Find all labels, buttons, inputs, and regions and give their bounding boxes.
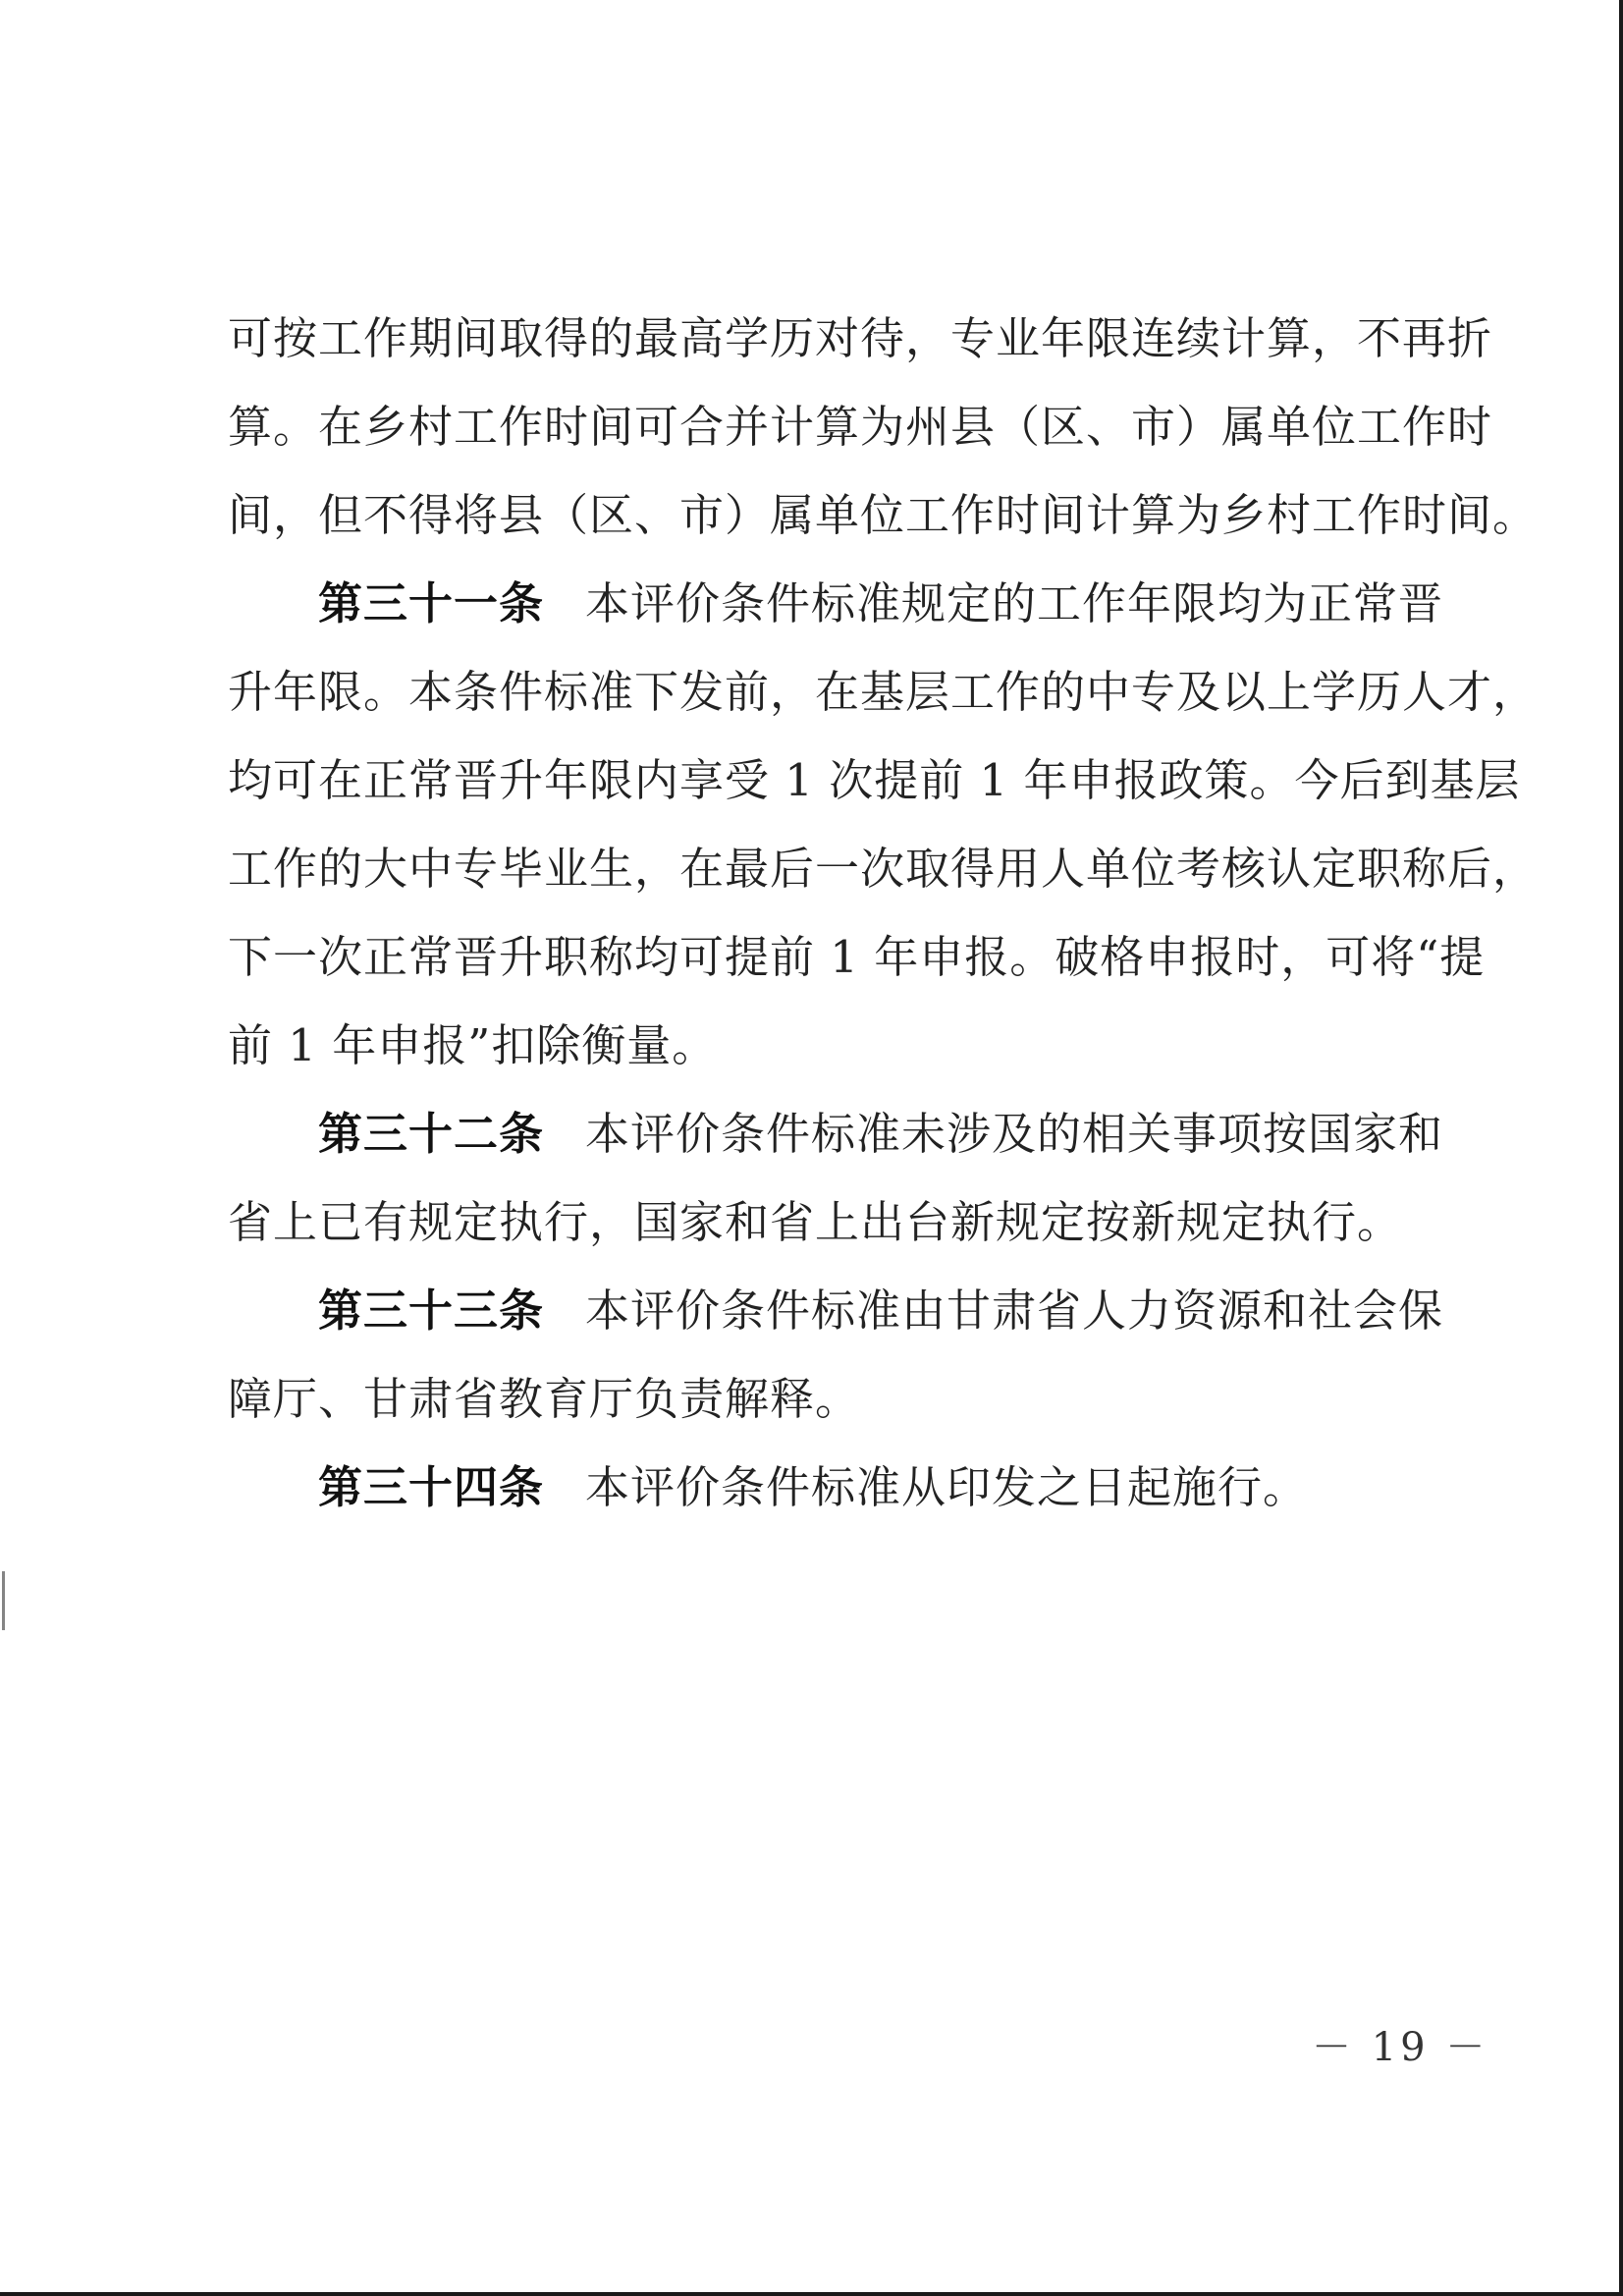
text-line: 前 1 年申报”扣除衡量。 <box>228 1019 718 1071</box>
text-line: 本评价条件标准未涉及的相关事项按国家和 <box>585 1108 1444 1160</box>
article-number: 第三十四条 <box>318 1461 545 1513</box>
text-line: 升年限。本条件标准下发前，在基层工作的中专及以上学历人才， <box>228 666 1539 718</box>
article-number: 第三十三条 <box>318 1285 545 1337</box>
text-line: 均可在正常晋升年限内享受 1 次提前 1 年申报政策。今后到基层 <box>228 754 1521 806</box>
text-line: 算。在乡村工作时间可合并计算为州县（区、市）属单位工作时 <box>228 401 1493 453</box>
scan-speck <box>2 1571 5 1630</box>
text-line: 本评价条件标准从印发之日起施行。 <box>585 1461 1309 1513</box>
text-line: 间，但不得将县（区、市）属单位工作时间计算为乡村工作时间。 <box>228 489 1539 541</box>
document-body <box>228 295 1539 1532</box>
text-line: 省上已有规定执行，国家和省上出台新规定按新规定执行。 <box>228 1196 1403 1248</box>
article-number: 第三十二条 <box>318 1108 545 1160</box>
article-31-first-line <box>228 560 1444 648</box>
scan-border-bottom <box>0 2292 1623 2296</box>
article-33-first-line <box>228 1267 1444 1355</box>
article-number: 第三十一条 <box>318 577 545 629</box>
text-line: 障厅、甘肃省教育厅负责解释。 <box>228 1373 861 1425</box>
page-number: － 19 － <box>1312 2025 1489 2070</box>
text-line: 工作的大中专毕业生，在最后一次取得用人单位考核认定职称后， <box>228 843 1539 895</box>
article-32-first-line <box>228 1090 1444 1178</box>
text-line: 可按工作期间取得的最高学历对待，专业年限连续计算，不再折 <box>228 312 1493 364</box>
text-line: 下一次正常晋升职称均可提前 1 年申报。破格申报时，可将“提 <box>228 931 1486 983</box>
text-line: 本评价条件标准由甘肃省人力资源和社会保 <box>585 1285 1444 1337</box>
text-line: 本评价条件标准规定的工作年限均为正常晋 <box>585 577 1444 629</box>
scan-border-right <box>1619 0 1623 2296</box>
article-34-first-line <box>228 1444 1432 1532</box>
